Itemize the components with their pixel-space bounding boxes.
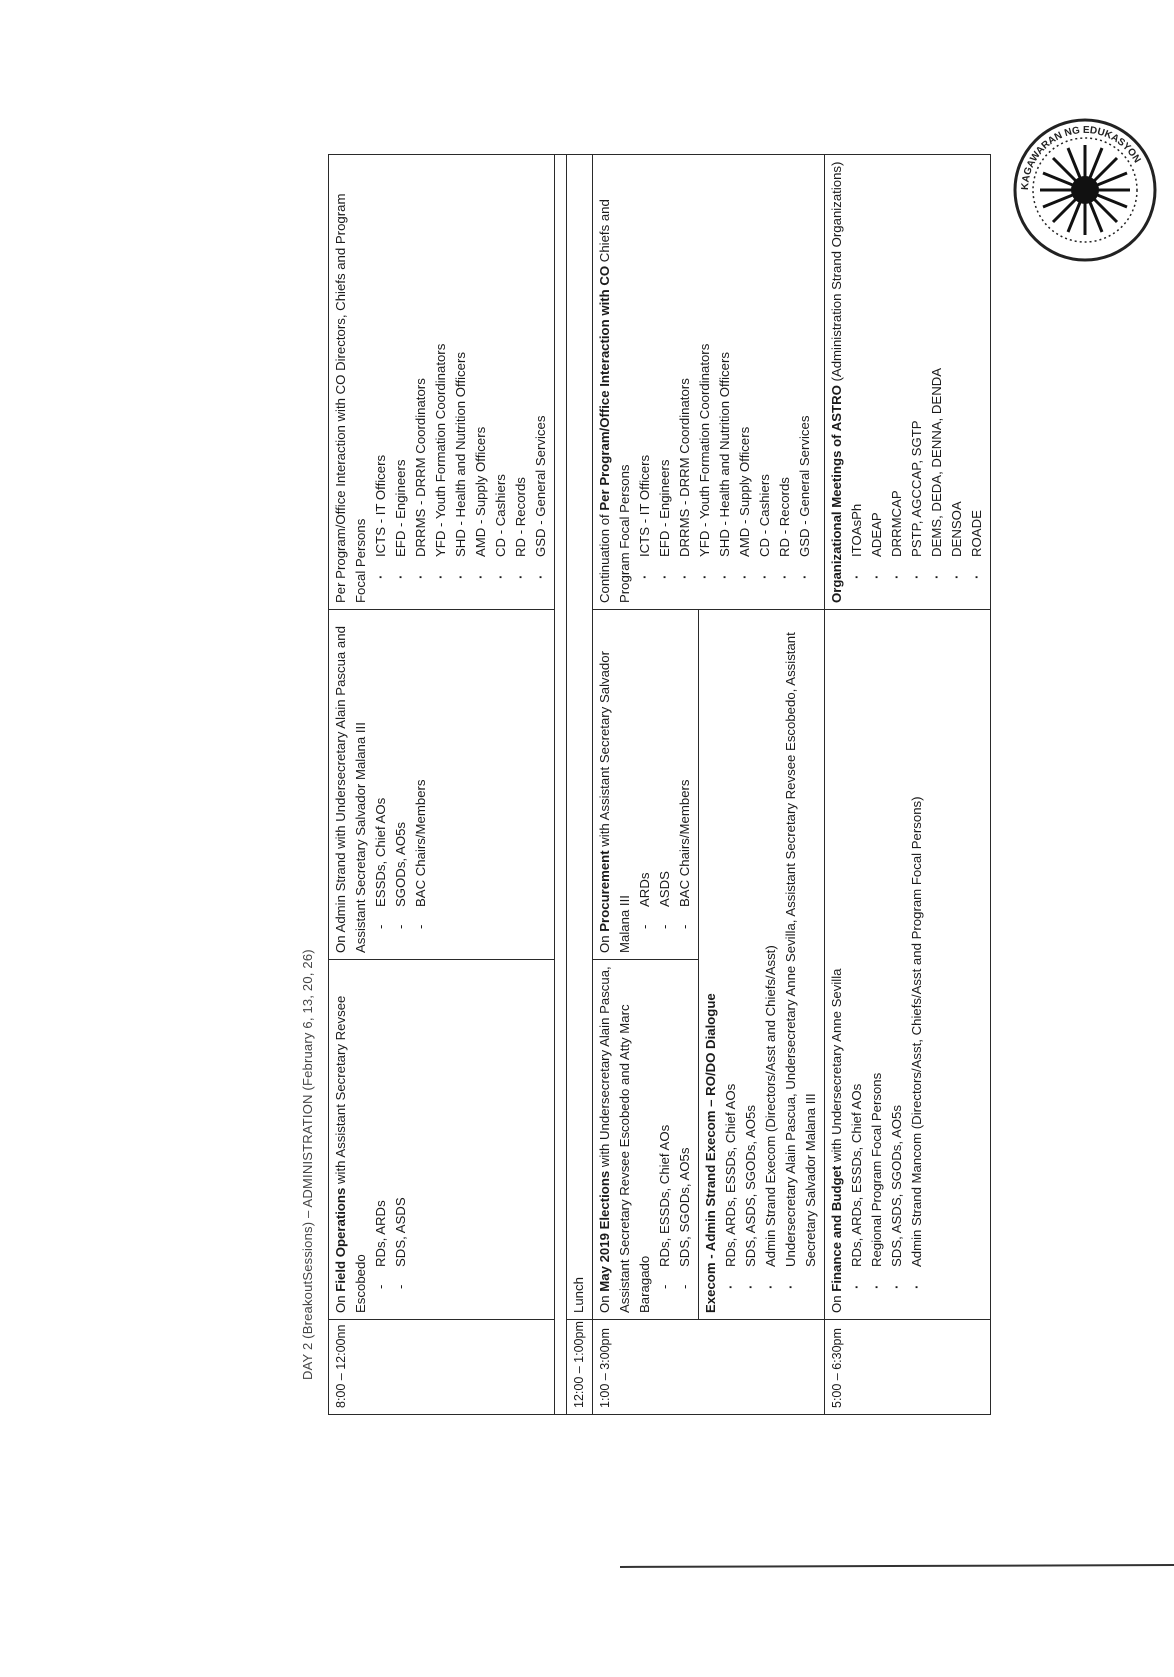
list-item: · ICTS - IT Officers: [635, 161, 655, 579]
session-cell: [699, 610, 825, 1320]
list-item: - ARDs: [635, 616, 655, 929]
list-item: · YFD - Youth Formation Coordinators: [431, 161, 451, 579]
list-item: - SGODs, AO5s: [391, 616, 411, 929]
scanned-page: [170, 65, 1170, 1495]
list-item: · Admin Strand Execom (Directors/Asst and Chiefs/Asst): [761, 616, 781, 1289]
list-item: - BAC Chairs/Members: [411, 616, 431, 929]
attendee-list: [847, 616, 927, 1313]
session-intro: On Procurement with Assistant Secretary Salvador Malana III: [597, 651, 632, 953]
list-item: · DRRMCAP: [887, 161, 907, 579]
list-item: - RDs, ARDs: [371, 966, 391, 1289]
session-cell: [329, 155, 555, 610]
time-cell: 5:00 – 6:30pm: [825, 1320, 991, 1415]
session-intro: Execom - Admin Strand Execom – RO/DO Dialogue: [703, 993, 718, 1313]
list-item: · DENSOA: [947, 161, 967, 579]
list-item: · SDS, ASDS, SGODs, AO5s: [887, 616, 907, 1289]
list-item: · YFD - Youth Formation Coordinators: [695, 161, 715, 579]
list-item: - ASDS: [655, 616, 675, 929]
list-item: · RDs, ARDs, ESSDs, Chief AOs: [847, 616, 867, 1289]
session-cell: [593, 155, 825, 610]
list-item: · Undersecretary Alain Pascua, Undersecretary Anne Sevilla, Assistant Secretary Revsee Escobedo, Assistant Secretary Salvador Malana III: [781, 616, 821, 1289]
attendee-list: [655, 966, 695, 1313]
session-intro: On Field Operations with Assistant Secretary Revsee Escobedo: [333, 995, 368, 1313]
list-item: · DEMS, DEDA, DENNA, DENDA: [927, 161, 947, 579]
list-item: · SHD - Health and Nutrition Officers: [451, 161, 471, 579]
list-item: · DRRMS - DRRM Coordinators: [675, 161, 695, 579]
list-item: · AMD - Supply Officers: [471, 161, 491, 579]
list-item: - RDs, ESSDs, Chief AOs: [655, 966, 675, 1289]
list-item: · RD - Records: [511, 161, 531, 579]
list-item: · ROADE: [967, 161, 987, 579]
attendee-list: [371, 966, 411, 1313]
list-item: · AMD - Supply Officers: [735, 161, 755, 579]
session-intro: On May 2019 Elections with Undersecretary Alain Pascua, Assistant Secretary Revsee Escobedo and Atty Marc Baragado: [597, 966, 652, 1313]
list-item: · ITOAsPh: [847, 161, 867, 579]
page-bottom-rule: [620, 1564, 1174, 1568]
schedule-table: [328, 154, 991, 1415]
lunch-cell: Lunch: [567, 155, 593, 1320]
attendee-list: [371, 161, 551, 603]
session-intro: Per Program/Office Interaction with CO Directors, Chiefs and Program Focal Persons: [333, 193, 368, 603]
list-item: - SDS, ASDS: [391, 966, 411, 1289]
list-item: · ICTS - IT Officers: [371, 161, 391, 579]
list-item: - BAC Chairs/Members: [675, 616, 695, 929]
table-row: [593, 155, 699, 1415]
session-cell: [593, 960, 699, 1320]
table-row: [567, 155, 593, 1415]
list-item: · SDS, ASDS, SGODs, AO5s: [741, 616, 761, 1289]
session-cell: [825, 155, 991, 610]
list-item: - SDS, SGODs, AO5s: [675, 966, 695, 1289]
session-intro: Continuation of Per Program/Office Interaction with CO Chiefs and Program Focal Persons: [597, 199, 632, 603]
time-cell: 8:00 – 12:00nn: [329, 1320, 555, 1415]
session-intro: On Finance and Budget with Undersecretary Anne Sevilla: [829, 968, 844, 1313]
attendee-list: [635, 616, 695, 953]
attendee-list: [635, 161, 815, 603]
list-item: · CD - Cashiers: [491, 161, 511, 579]
list-item: · Regional Program Focal Persons: [867, 616, 887, 1289]
deped-seal-icon: [1010, 115, 1160, 265]
attendee-list: [371, 616, 431, 953]
list-item: · ADEAP: [867, 161, 887, 579]
list-item: · RDs, ARDs, ESSDs, Chief AOs: [721, 616, 741, 1289]
time-cell: 12:00 – 1:00pm: [567, 1320, 593, 1415]
list-item: - ESSDs, Chief AOs: [371, 616, 391, 929]
session-cell: [825, 610, 991, 1320]
session-intro: Organizational Meetings of ASTRO (Administration Strand Organizations): [829, 161, 844, 603]
list-item: · EFD - Engineers: [655, 161, 675, 579]
session-cell: [329, 960, 555, 1320]
time-cell: 1:00 – 3:00pm: [593, 1320, 825, 1415]
list-item: · PSTP, AGCCAP, SGTP: [907, 161, 927, 579]
list-item: · GSD - General Services: [531, 161, 551, 579]
list-item: · EFD - Engineers: [391, 161, 411, 579]
session-cell: [593, 610, 699, 960]
table-row: [329, 155, 555, 1415]
list-item: · SHD - Health and Nutrition Officers: [715, 161, 735, 579]
list-item: · DRRMS - DRRM Coordinators: [411, 161, 431, 579]
seal-text: KAGAWARAN NG EDUKASYON: [1019, 124, 1143, 191]
table-row: [825, 155, 991, 1415]
list-item: · RD - Records: [775, 161, 795, 579]
attendee-list: [721, 616, 821, 1313]
session-cell: [329, 610, 555, 960]
list-item: · CD - Cashiers: [755, 161, 775, 579]
session-intro: On Admin Strand with Undersecretary Alain Pascua and Assistant Secretary Salvador Malana III: [333, 626, 368, 953]
list-item: · Admin Strand Mancom (Directors/Asst, Chiefs/Asst and Program Focal Persons): [907, 616, 927, 1289]
list-item: · GSD - General Services: [795, 161, 815, 579]
page-title: DAY 2 (BreakoutSessions) – ADMINISTRATION (February 6, 13, 20, 26): [300, 949, 315, 1380]
attendee-list: [847, 161, 987, 603]
table-gap: [555, 155, 567, 1415]
